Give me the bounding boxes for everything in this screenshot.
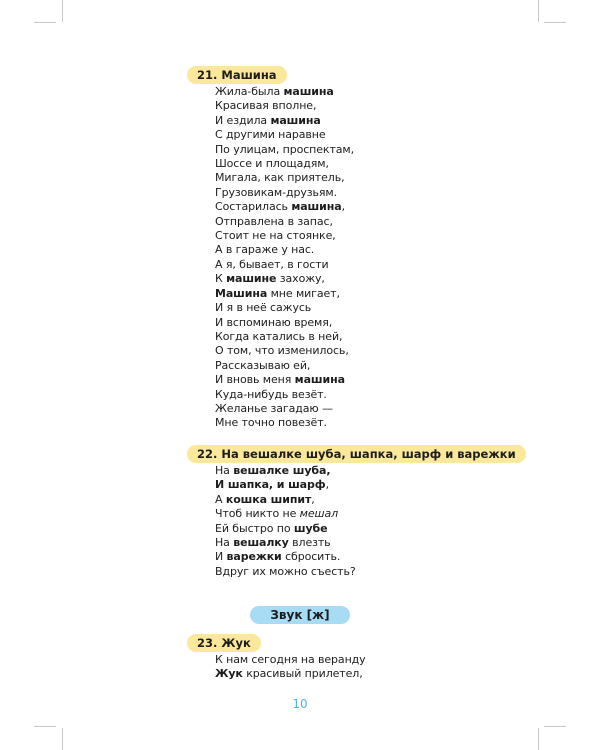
verse-line: Желанье загадаю — [215, 401, 333, 415]
crop-mark [538, 728, 539, 750]
poem-23 [215, 653, 366, 682]
verse-line: И я в неё сажусь [215, 301, 312, 315]
verse-line: Стоит не на стоянке, [215, 229, 336, 243]
crop-mark [62, 728, 63, 750]
verse-line: И шапка, и шарф, [215, 478, 329, 492]
emphasized-word: варежки [226, 550, 282, 564]
verse-line: К машине захожу, [215, 272, 325, 286]
section-title-22: 22. На вешалке шуба, шапка, шарф и варежки [187, 445, 526, 463]
poem-22 [215, 464, 356, 579]
verse-line: И вспоминаю время, [215, 315, 333, 329]
verse-line: Отправлена в запас, [215, 214, 333, 228]
verse-line: Куда-нибудь везёт. [215, 387, 327, 401]
verse-line: На вешалку влезть [215, 536, 331, 550]
verse-line: Красивая вполне, [215, 99, 317, 113]
section-title-23: 23. Жук [187, 634, 261, 652]
verse-line: Состарилась машина, [215, 200, 345, 214]
verse-line: Машина мне мигает, [215, 286, 340, 300]
verse-line: Жук красивый прилетел, [215, 667, 363, 681]
emphasized-word: вешалке шуба, [233, 464, 331, 477]
emphasized-word: машине [226, 272, 277, 286]
verse-line: С другими наравне [215, 128, 326, 142]
emphasized-word: машина [283, 85, 334, 98]
verse-line: И варежки сбросить. [215, 550, 341, 564]
verse-line: А в гараже у нас. [215, 243, 315, 257]
crop-mark [538, 0, 539, 22]
emphasized-word: И шапка, и шарф [215, 478, 326, 492]
emphasized-word: кошка шипит [225, 492, 312, 506]
verse-line: Вдруг их можно съесть? [215, 564, 356, 578]
verse-line: Мигала, как приятель, [215, 171, 345, 185]
verse-line: И ездила машина [215, 113, 321, 127]
verse-line: Жила-была машина [215, 85, 334, 98]
verse-line: К нам сегодня на веранду [215, 653, 366, 666]
crop-mark [34, 22, 56, 23]
verse-line: А кошка шипит, [215, 492, 315, 506]
verse-line: А я, бывает, в гости [215, 257, 329, 271]
emphasized-word: машина [270, 113, 321, 127]
emphasized-word: машина [294, 373, 345, 387]
emphasized-word: Жук [215, 667, 243, 681]
emphasized-word: Машина [215, 286, 268, 300]
verse-line: И вновь меня машина [215, 373, 345, 387]
crop-mark [544, 22, 566, 23]
verse-line: Когда катались в ней, [215, 329, 343, 343]
section-title-21: 21. Машина [187, 66, 287, 84]
crop-mark [62, 0, 63, 22]
verse-line: О том, что изменилось, [215, 344, 349, 358]
verse-line: Ей быстро по шубе [215, 521, 328, 535]
verse-line: Шоссе и площадям, [215, 157, 329, 171]
verse-line: Чтоб никто не мешал [215, 507, 339, 521]
italic-word: мешал [299, 507, 339, 521]
emphasized-word: вешалку [233, 536, 289, 550]
page-number: 10 [292, 697, 308, 711]
crop-mark [34, 726, 56, 727]
verse-line: Мне точно повезёт. [215, 416, 327, 430]
emphasized-word: шубе [293, 521, 328, 535]
verse-line: Грузовикам-друзьям. [215, 185, 338, 199]
verse-line: Рассказываю ей, [215, 358, 311, 372]
sound-heading: Звук [ж] [250, 606, 350, 624]
verse-line: По улицам, проспектам, [215, 142, 355, 156]
verse-line: На вешалке шуба, [215, 464, 331, 477]
emphasized-word: машина [291, 200, 342, 214]
crop-mark [544, 726, 566, 727]
poem-21 [215, 85, 354, 431]
